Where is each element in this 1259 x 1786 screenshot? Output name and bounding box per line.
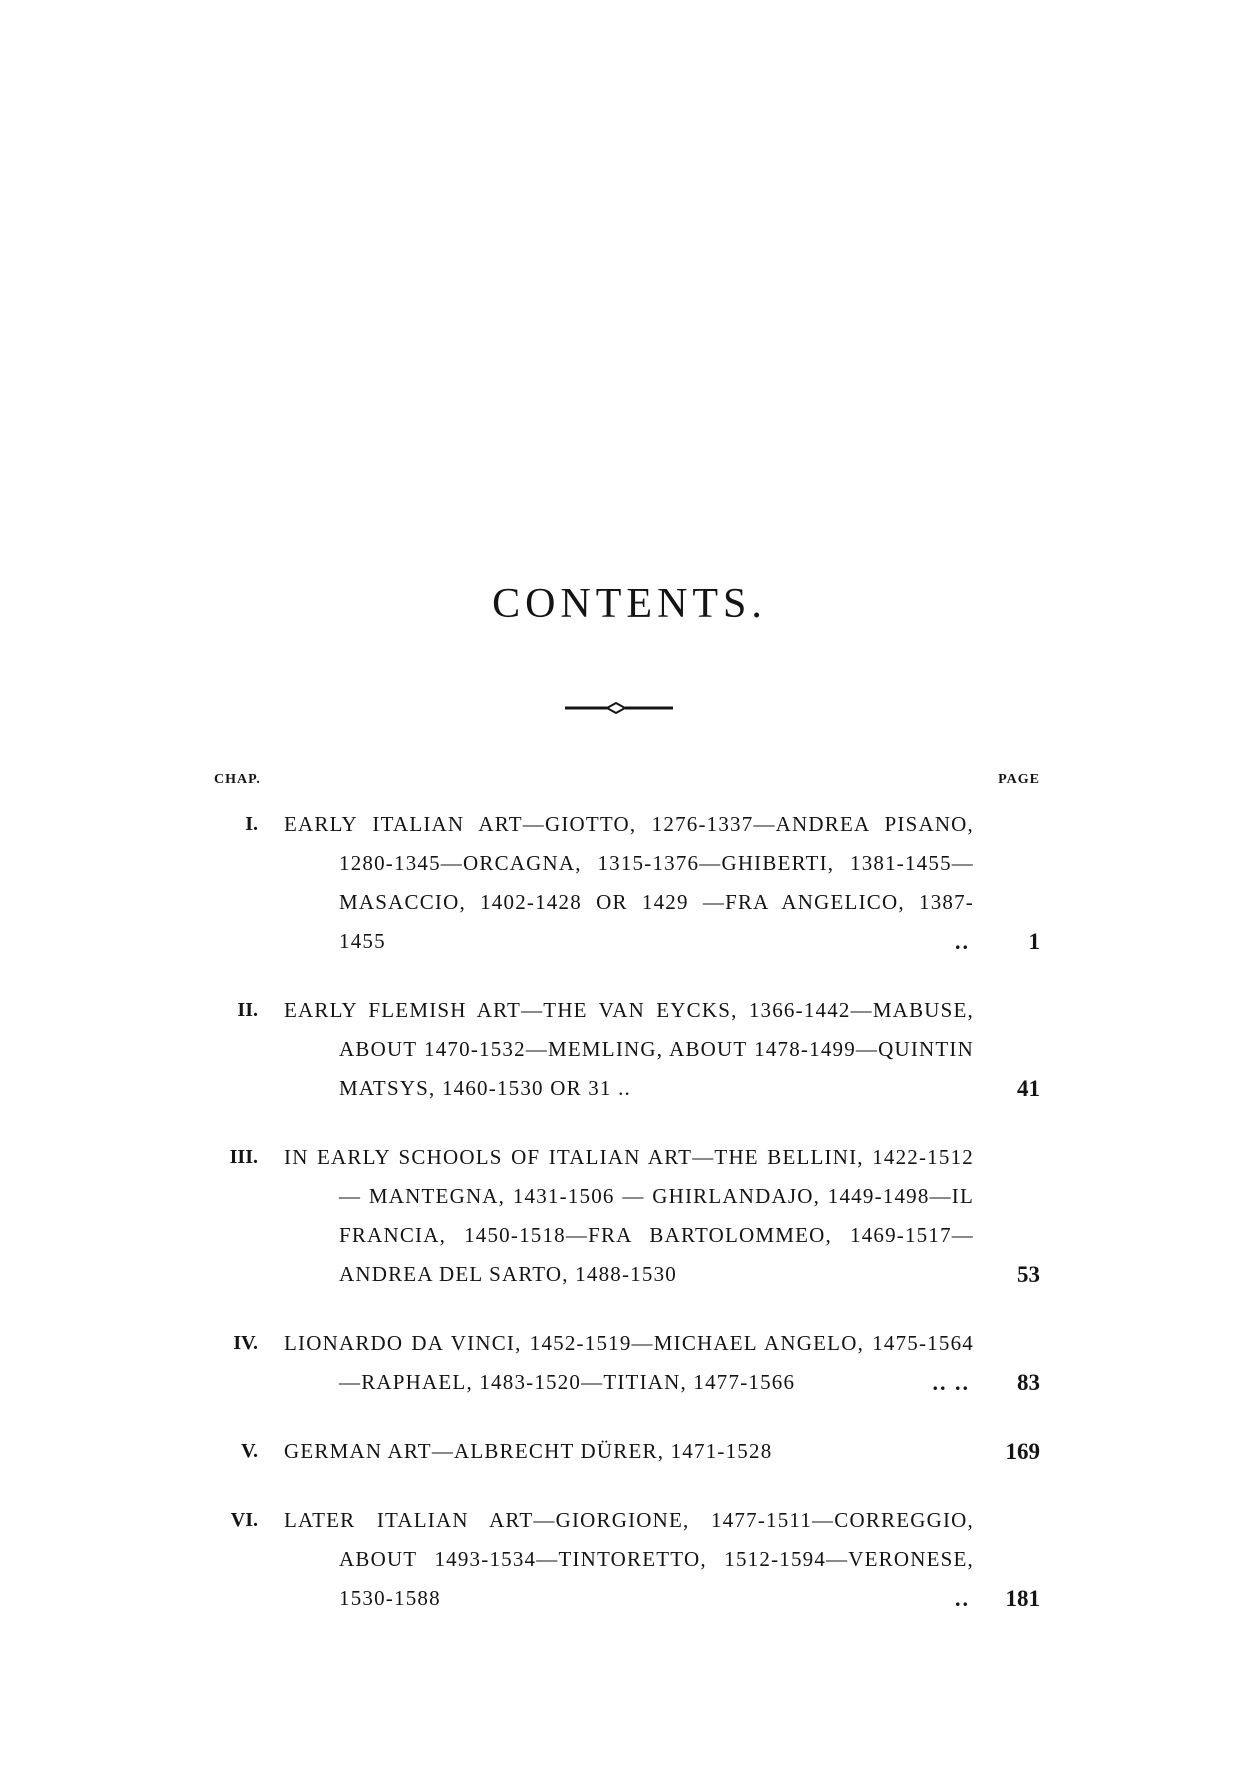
contents-list <box>214 805 1040 1648</box>
page-number: 181 <box>1005 1586 1040 1611</box>
leader-dots: .. .. <box>932 1370 970 1395</box>
page-number: 169 <box>1005 1439 1040 1464</box>
chapter-number: IV. <box>233 1332 258 1354</box>
leader-dots: .. <box>955 929 970 954</box>
page-number: 53 <box>1017 1262 1040 1287</box>
contents-entry-2[interactable] <box>214 991 1040 1108</box>
chapter-title: LATER ITALIAN ART—GIORGIONE, 1477-1511—CORREGGIO, ABOUT 1493-1534—TINTORETTO, 1512-1594—VERONESE, 1530-1588 <box>284 1508 974 1610</box>
contents-entry-5[interactable] <box>214 1432 1040 1471</box>
contents-entry-1[interactable] <box>214 805 1040 961</box>
page-number: 83 <box>1017 1370 1040 1395</box>
contents-entry-6[interactable] <box>214 1501 1040 1618</box>
chapter-title: GERMAN ART—ALBRECHT DÜRER, 1471-1528 <box>284 1439 773 1463</box>
ornament-divider-icon <box>559 700 679 716</box>
chapter-title: IN EARLY SCHOOLS OF ITALIAN ART—THE BELLINI, 1422-1512 — MANTEGNA, 1431-1506 — GHIRLANDAJO, 1449-1498—IL FRANCIA, 1450-1518—FRA BARTOLOMMEO, 1469-1517—ANDREA DEL SARTO, 1488-1530 <box>284 1145 974 1286</box>
chapter-number: V. <box>241 1440 258 1462</box>
chapter-number: II. <box>237 999 258 1021</box>
contents-entry-3[interactable] <box>214 1138 1040 1294</box>
contents-entry-4[interactable] <box>214 1324 1040 1402</box>
chapter-title: LIONARDO DA VINCI, 1452-1519—MICHAEL ANGELO, 1475-1564—RAPHAEL, 1483-1520—TITIAN, 1477-1566 <box>284 1331 974 1394</box>
chapter-number: III. <box>229 1146 258 1168</box>
column-header-page: PAGE <box>998 772 1040 787</box>
chapter-number: I. <box>245 813 258 835</box>
chapter-number: VI. <box>230 1509 258 1531</box>
page-number: 1 <box>1028 929 1040 954</box>
page-title: CONTENTS. <box>492 581 767 627</box>
leader-dots: .. <box>955 1586 970 1611</box>
chapter-title: EARLY FLEMISH ART—THE VAN EYCKS, 1366-1442—MABUSE, ABOUT 1470-1532—MEMLING, ABOUT 1478-1499—QUINTIN MATSYS, 1460-1530 OR 31 .. <box>284 998 974 1100</box>
chapter-title: EARLY ITALIAN ART—GIOTTO, 1276-1337—ANDREA PISANO, 1280-1345—ORCAGNA, 1315-1376—GHIBERTI, 1381-1455—MASACCIO, 1402-1428 OR 1429 —FRA ANGELICO, 1387-1455 <box>284 812 974 953</box>
page-number: 41 <box>1017 1076 1040 1101</box>
column-header-chap: CHAP. <box>214 772 261 787</box>
